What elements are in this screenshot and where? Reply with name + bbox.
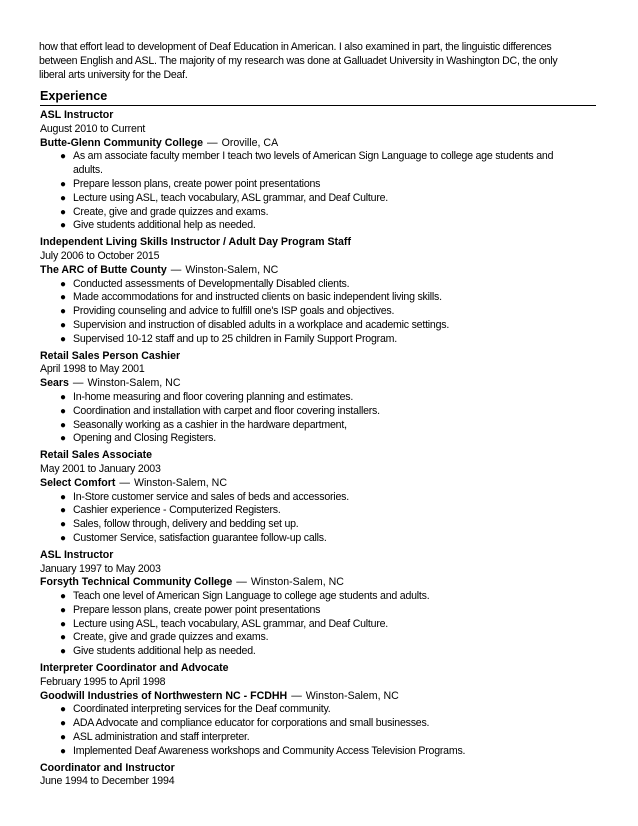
duty-item: [40, 590, 596, 604]
duty-item: [40, 703, 596, 717]
duty-text: Customer Service, satisfaction guarantee follow-up calls.: [73, 531, 327, 544]
duty-item: [40, 518, 596, 532]
duty-text: As am associate faculty member I teach two levels of American Sign Language to college age students and: [73, 150, 554, 163]
job-employer: [40, 377, 596, 391]
job-employer: [40, 137, 596, 151]
bullet-icon: ●: [60, 591, 66, 603]
bullet-icon: ●: [60, 306, 66, 318]
duty-item: [40, 645, 596, 659]
duty-text: ADA Advocate and compliance educator for corporations and small businesses.: [73, 717, 430, 730]
duty-item: [40, 504, 596, 518]
job-entry: [40, 549, 596, 659]
separator-dash: —: [207, 136, 218, 149]
bullet-icon: ●: [60, 405, 66, 417]
duty-item: [40, 419, 596, 433]
duty-text: Supervision and instruction of disabled adults in a workplace and academic settings.: [73, 318, 450, 331]
bullet-icon: ●: [60, 718, 66, 730]
job-duties: [40, 590, 596, 659]
job-dates: July 2006 to October 2015: [40, 249, 160, 262]
job-entry: [40, 236, 596, 346]
duty-item: [40, 219, 596, 233]
duty-text: Create, give and grade quizzes and exams.: [73, 205, 269, 218]
separator-dash: —: [72, 377, 84, 390]
job-employer: [40, 690, 596, 704]
duty-item: [40, 291, 596, 305]
bullet-icon: ●: [60, 151, 66, 163]
bullet-icon: ●: [60, 646, 66, 658]
job-title: Independent Living Skills Instructor / Adult Day Program Staff: [40, 236, 351, 249]
bullet-icon: ●: [60, 632, 66, 644]
bullet-icon: ●: [60, 192, 66, 204]
job-title: Interpreter Coordinator and Advocate: [40, 662, 229, 675]
duty-text: Lecture using ASL, teach vocabulary, ASL grammar, and Deaf Culture.: [73, 191, 389, 204]
duty-item: [40, 192, 596, 206]
duty-text: In-Store customer service and sales of beds and accessories.: [73, 490, 349, 503]
bullet-icon: ●: [60, 178, 66, 190]
bullet-icon: ●: [60, 704, 66, 716]
bullet-icon: ●: [60, 505, 66, 517]
job-entry: [40, 449, 596, 546]
duty-item: [40, 532, 596, 546]
duty-text: Create, give and grade quizzes and exams.: [73, 631, 269, 644]
bullet-icon: ●: [60, 278, 66, 290]
experience-list: [40, 109, 596, 789]
bullet-icon: ●: [60, 220, 66, 232]
duty-item: [40, 491, 596, 505]
duty-text: Give students additional help as needed.: [73, 219, 256, 232]
duty-item: [40, 391, 596, 405]
job-dates: May 2001 to January 2003: [40, 462, 161, 475]
duty-item: [40, 305, 596, 319]
job-entry: [40, 109, 596, 233]
experience-heading: Experience: [40, 89, 596, 106]
employer-name: Sears: [40, 377, 69, 390]
duty-text: Conducted assessments of Developmentally Disabled clients.: [73, 277, 350, 290]
employer-name: Butte-Glenn Community College: [40, 136, 204, 149]
duty-item: [40, 206, 596, 220]
job-dates: June 1994 to December 1994: [40, 775, 175, 788]
duty-item: [40, 405, 596, 419]
employer-location: Oroville, CA: [221, 136, 279, 149]
job-dates: February 1995 to April 1998: [40, 675, 166, 688]
duty-item: [40, 717, 596, 731]
job-title: Retail Sales Person Cashier: [40, 349, 181, 362]
duty-text: Coordination and installation with carpet and floor covering installers.: [73, 404, 380, 417]
bullet-icon: ●: [60, 532, 66, 544]
duty-item: [40, 333, 596, 347]
duty-text: Made accommodations for and instructed clients on basic independent living skills.: [73, 291, 442, 304]
job-dates: January 1997 to May 2003: [40, 562, 161, 575]
bullet-icon: ●: [60, 745, 66, 757]
employer-location: Winston-Salem, NC: [250, 576, 344, 589]
job-employer: [40, 264, 596, 278]
bullet-icon: ●: [60, 618, 66, 630]
duty-item: [40, 319, 596, 333]
resume-page: [40, 40, 596, 789]
separator-dash: —: [119, 476, 130, 489]
duty-item: [40, 432, 596, 446]
duty-text: Supervised 10-12 staff and up to 25 children in Family Support Program.: [73, 332, 397, 345]
employer-location: Winston-Salem, NC: [87, 377, 181, 390]
duty-item: [40, 150, 596, 178]
employer-location: Winston-Salem, NC: [185, 263, 279, 276]
bullet-icon: ●: [60, 433, 66, 445]
bullet-icon: ●: [60, 491, 66, 503]
employer-location: Winston-Salem, NC: [305, 689, 399, 702]
duty-text: Seasonally working as a cashier in the hardware department,: [73, 418, 347, 431]
duty-text: Providing counseling and advice to fulfill one's ISP goals and objectives.: [73, 305, 395, 318]
bullet-icon: ●: [60, 419, 66, 431]
duty-item: [40, 278, 596, 292]
job-entry: [40, 662, 596, 759]
job-duties: [40, 391, 596, 446]
intro-paragraph: [39, 40, 596, 82]
employer-location: Winston-Salem, NC: [133, 476, 227, 489]
duty-text-continuation: adults.: [73, 164, 103, 177]
job-entry: [40, 762, 596, 790]
job-employer: [40, 477, 596, 491]
bullet-icon: ●: [60, 333, 66, 345]
intro-line: how that effort lead to development of Deaf Education in American. I also examined in part, the linguistic differences: [39, 41, 552, 53]
duty-item: [40, 631, 596, 645]
employer-name: Select Comfort: [40, 476, 116, 489]
duty-item: [40, 178, 596, 192]
duty-text: Cashier experience - Computerized Registers.: [73, 504, 281, 517]
job-title: Coordinator and Instructor: [40, 761, 175, 774]
job-title: ASL Instructor: [40, 109, 114, 121]
intro-line: between English and ASL. The majority of my research was done at Galluadet University in Washington DC, the only: [39, 55, 558, 67]
duty-item: [40, 745, 596, 759]
separator-dash: —: [170, 263, 182, 276]
bullet-icon: ●: [60, 292, 66, 304]
duty-text: Implemented Deaf Awareness workshops and Community Access Television Programs.: [73, 744, 466, 757]
duty-text: Coordinated interpreting services for the Deaf community.: [73, 703, 331, 716]
duty-text: In-home measuring and floor covering planning and estimates.: [73, 390, 354, 403]
bullet-icon: ●: [60, 391, 66, 403]
duty-text: Prepare lesson plans, create power point presentations: [73, 603, 321, 616]
bullet-icon: ●: [60, 604, 66, 616]
job-title: Retail Sales Associate: [40, 449, 153, 462]
separator-dash: —: [291, 689, 302, 702]
duty-text: Opening and Closing Registers.: [73, 432, 216, 445]
job-employer: [40, 576, 596, 590]
employer-name: Goodwill Industries of Northwestern NC - FCDHH: [40, 689, 288, 702]
employer-name: Forsyth Technical Community College: [40, 576, 233, 589]
duty-text: Sales, follow through, delivery and bedding set up.: [73, 518, 299, 531]
employer-name: The ARC of Butte County: [40, 263, 167, 276]
duty-text: Teach one level of American Sign Language to college age students and adults.: [73, 590, 430, 603]
intro-line: liberal arts university for the Deaf.: [39, 69, 188, 81]
separator-dash: —: [236, 576, 247, 589]
duty-item: [40, 731, 596, 745]
duty-text: Give students additional help as needed.: [73, 645, 256, 658]
duty-text: ASL administration and staff interpreter.: [73, 731, 250, 744]
job-title: ASL Instructor: [40, 548, 114, 561]
job-duties: [40, 278, 596, 347]
job-duties: [40, 491, 596, 546]
job-duties: [40, 703, 596, 758]
duty-text: Lecture using ASL, teach vocabulary, ASL grammar, and Deaf Culture.: [73, 617, 389, 630]
job-entry: [40, 350, 596, 447]
job-duties: [40, 150, 596, 233]
bullet-icon: ●: [60, 732, 66, 744]
bullet-icon: ●: [60, 319, 66, 331]
bullet-icon: ●: [60, 206, 66, 218]
job-dates: April 1998 to May 2001: [40, 363, 145, 376]
bullet-icon: ●: [60, 519, 66, 531]
duty-text: Prepare lesson plans, create power point presentations: [73, 177, 321, 190]
duty-item: [40, 618, 596, 632]
job-dates: August 2010 to Current: [40, 122, 146, 135]
duty-item: [40, 604, 596, 618]
